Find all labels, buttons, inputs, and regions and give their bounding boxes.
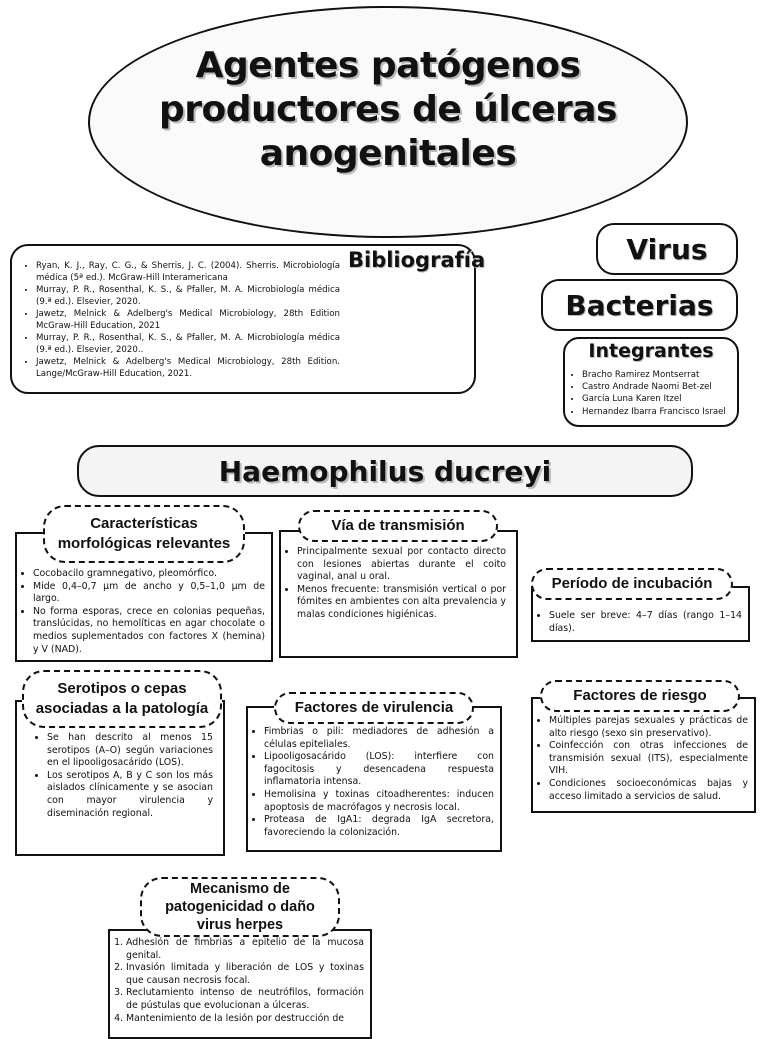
integrantes-list (570, 369, 738, 418)
mecanismo-item: 2. Invasión limitada y liberación de LOS y toxinas que causan necrosis focal. (126, 962, 364, 987)
bibliography-item: • Murray, P. R., Rosenthal, K. S., & Pfaller, M. A. Microbiología médica (9.ª ed.). Elsevier, 2020.. (36, 332, 340, 356)
mecanismo-item: 4. Mantenimiento de la lesión por destrucción de (126, 1013, 364, 1026)
riesgo-card (531, 697, 756, 813)
virulencia-item: • Fimbrias o pili: mediadores de adhesión a células epiteliales. (264, 726, 494, 751)
transmision-item: • Menos frecuente: transmisión vertical o por fómites en ambientes con alta prevalencia y malas condiciones higiénicas. (297, 584, 506, 622)
serotipos-item: • Los serotipos A, B y C son los más aislados clínicamente y se asocian con mayor virulencia y diseminación regional. (47, 770, 213, 820)
serotipos-item: • Se han descrito al menos 15 serotipos (A–O) según variaciones en el lipooligosacárido (LOS). (47, 732, 213, 770)
bibliography-item: • Jawetz, Melnick & Adelberg's Medical Microbiology, 28th Edition. Lange/McGraw-Hill Education, 2021. (36, 356, 340, 380)
integrante-item: • Hernandez Ibarra Francisco Israel (582, 406, 738, 418)
riesgo-item: • Condiciones socioeconómicas bajas y acceso limitado a servicios de salud. (549, 778, 748, 803)
virulencia-card (246, 706, 502, 852)
transmision-item: • Principalmente sexual por contacto directo con lesiones abiertas durante el coito vaginal, anal u oral. (297, 546, 506, 584)
morfologia-item: • Mide 0,4–0,7 µm de ancho y 0,5–1,0 µm de largo. (33, 581, 265, 606)
virulencia-item: • Hemolisina y toxinas citoadherentes: inducen apoptosis de macrófagos y necrosis local. (264, 789, 494, 814)
virulencia-item: • Lipooligosacárido (LOS): interfiere con fagocitosis y desencadena respuesta inflamatoria intensa. (264, 751, 494, 789)
page-title: Agentes patógenos productores de úlceras anogenitales (159, 45, 617, 174)
integrante-item: • García Luna Karen Itzel (582, 393, 738, 405)
bibliography-item: • Ryan, K. J., Ray, C. G., & Sherris, J. C. (2004). Sherris. Microbiología médica (5ª ed.). McGraw-Hill Interamericana (36, 260, 340, 284)
morfologia-heading: Características morfológicas relevantes (43, 505, 245, 563)
mecanismo-item: 3. Reclutamiento intenso de neutrófilos, formación de pústulas que evolucionan a úlceras. (126, 987, 364, 1012)
morfologia-item: • Cocobacilo gramnegativo, pleomórfico. (33, 568, 265, 581)
virulencia-item: • Proteasa de IgA1: degrada IgA secretora, favoreciendo la colonización. (264, 814, 494, 839)
bibliography-heading: Bibliografía (348, 248, 486, 272)
virulencia-heading: Factores de virulencia (274, 692, 474, 724)
bacterias-button[interactable]: Bacterias (541, 279, 738, 331)
integrantes-heading: Integrantes (588, 340, 714, 362)
bibliography-item: • Murray, P. R., Rosenthal, K. S., & Pfaller, M. A. Microbiología médica (9.ª ed.). Elsevier, 2020. (36, 284, 340, 308)
transmision-heading: Vía de transmisión (298, 510, 498, 542)
integrante-item: • Bracho Ramirez Montserrat (582, 369, 738, 381)
mecanismo-card (108, 929, 372, 1039)
integrante-item: • Castro Andrade Naomi Bet-zel (582, 381, 738, 393)
transmision-card (279, 530, 518, 658)
mecanismo-item: 1. Adhesión de fimbrias a epitelio de la mucosa genital. (126, 937, 364, 962)
riesgo-item: • Coinfección con otras infecciones de transmisión sexual (ITS), especialmente VIH. (549, 740, 748, 778)
morfologia-item: • No forma esporas, crece en colonias pequeñas, translúcidas, no hemolíticas en agar chocolate o medios suplementados con factores X (hemina) y V (NAD). (33, 606, 265, 656)
incubacion-heading: Período de incubación (531, 568, 733, 600)
bibliography-list (22, 260, 340, 380)
bibliography-item: • Jawetz, Melnick & Adelberg's Medical Microbiology, 28th Edition McGraw-Hill Education, 2021 (36, 308, 340, 332)
riesgo-heading: Factores de riesgo (540, 680, 740, 712)
virus-button[interactable]: Virus (596, 223, 738, 275)
species-heading: Haemophilus ducreyi (77, 445, 693, 497)
riesgo-item: • Múltiples parejas sexuales y prácticas de alto riesgo (sexo sin preservativo). (549, 715, 748, 740)
incubacion-item: • Suele ser breve: 4–7 días (rango 1–14 días). (549, 610, 742, 635)
mecanismo-heading: Mecanismo de patogenicidad o daño virus herpes (140, 877, 340, 937)
serotipos-heading: Serotipos o cepas asociadas a la patología (22, 670, 222, 728)
